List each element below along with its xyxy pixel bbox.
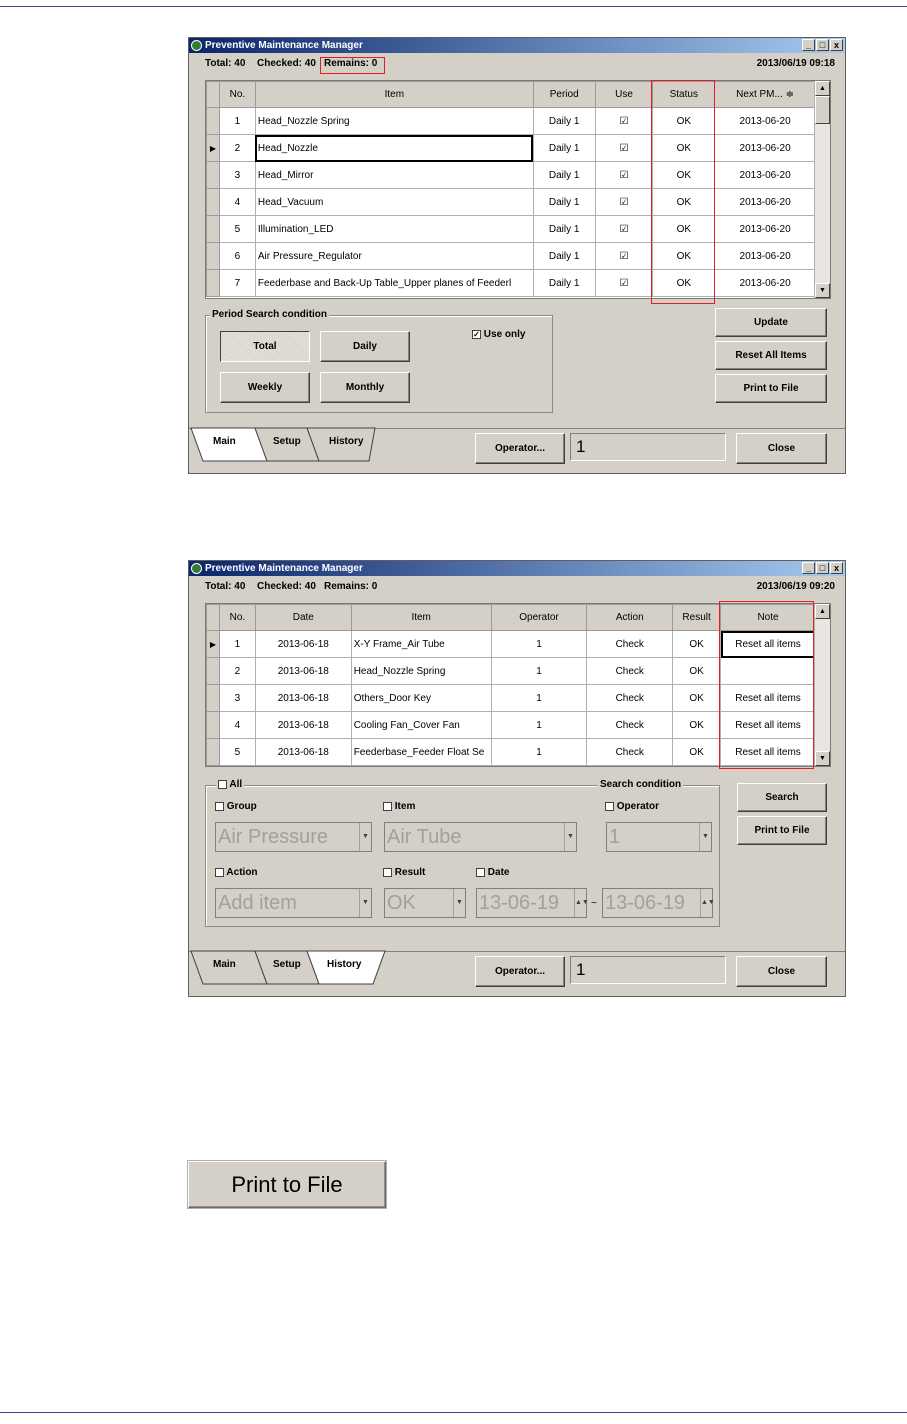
- chevron-down-icon[interactable]: ▼: [699, 823, 711, 851]
- maximize-button[interactable]: □: [816, 562, 829, 574]
- cell-next-pm: 2013-06-20: [715, 108, 816, 135]
- tab-main[interactable]: Main: [213, 959, 236, 970]
- cell-status: OK: [653, 162, 715, 189]
- current-row-arrow-icon[interactable]: ▶: [207, 135, 220, 162]
- cell-no: 1: [219, 631, 255, 658]
- use-checkbox[interactable]: ☑: [595, 216, 653, 243]
- scroll-thumb[interactable]: [815, 96, 830, 124]
- action-label: Action: [226, 867, 258, 878]
- cell-no: 5: [219, 216, 255, 243]
- cell-item[interactable]: Illumination_LED: [255, 216, 533, 243]
- table-row[interactable]: [207, 135, 816, 162]
- col-next-pm[interactable]: Next PM... ≑: [715, 82, 816, 108]
- col-no[interactable]: No.: [219, 82, 255, 108]
- use-checkbox[interactable]: ☑: [595, 108, 653, 135]
- cell-period[interactable]: Daily 1: [533, 216, 595, 243]
- cell-next-pm: 2013-06-20: [715, 243, 816, 270]
- row-selector[interactable]: [207, 243, 220, 270]
- cell-action: Check: [587, 685, 673, 712]
- cell-date: 2013-06-18: [255, 712, 351, 739]
- print-to-file-button[interactable]: Print to File: [715, 374, 827, 403]
- cell-item: Feederbase_Feeder Float Se: [351, 739, 491, 766]
- info-bar: [189, 56, 845, 70]
- row-selector[interactable]: [207, 189, 220, 216]
- status-column-highlight: [651, 80, 715, 304]
- cell-note[interactable]: Reset all items: [721, 631, 816, 658]
- print-to-file-button-enlarged[interactable]: Print to File: [188, 1161, 386, 1208]
- cell-result: OK: [673, 712, 721, 739]
- cell-status: OK: [653, 135, 715, 162]
- period-daily-button[interactable]: Daily: [320, 331, 410, 362]
- tab-setup[interactable]: Setup: [273, 959, 301, 970]
- cell-no: 4: [219, 189, 255, 216]
- search-condition-title: Search condition: [600, 779, 682, 790]
- minimize-button[interactable]: _: [802, 39, 815, 51]
- cell-result: OK: [673, 685, 721, 712]
- operator-field[interactable]: 1: [570, 956, 726, 984]
- cell-action: Check: [587, 631, 673, 658]
- use-checkbox[interactable]: ☑: [595, 243, 653, 270]
- cell-item[interactable]: Head_Mirror: [255, 162, 533, 189]
- operator-button[interactable]: Operator...: [475, 956, 565, 987]
- check-icon: [383, 868, 392, 877]
- cell-item[interactable]: Air Pressure_Regulator: [255, 243, 533, 270]
- title-bar: [189, 561, 845, 576]
- cell-item: Cooling Fan_Cover Fan: [351, 712, 491, 739]
- cell-status: OK: [653, 243, 715, 270]
- cell-period[interactable]: Daily 1: [533, 135, 595, 162]
- result-value: OK: [387, 892, 416, 914]
- cell-status: OK: [653, 270, 715, 297]
- group-value: Air Pressure: [218, 826, 329, 848]
- result-select[interactable]: [384, 888, 466, 918]
- chevron-down-icon[interactable]: ▼: [564, 823, 576, 851]
- check-icon: [476, 868, 485, 877]
- check-icon: [218, 780, 227, 789]
- scroll-down-icon[interactable]: ▼: [815, 283, 830, 298]
- item-value: Air Tube: [387, 826, 462, 848]
- col-item[interactable]: Item: [351, 605, 491, 631]
- cell-no: 5: [219, 739, 255, 766]
- reset-all-items-button[interactable]: Reset All Items: [715, 341, 827, 370]
- use-only-label: Use only: [483, 329, 526, 340]
- cell-date: 2013-06-18: [255, 739, 351, 766]
- cell-status: OK: [653, 216, 715, 243]
- scroll-up-icon[interactable]: ▲: [815, 81, 830, 96]
- tab-main[interactable]: Main: [213, 436, 236, 447]
- cell-item: Others_Door Key: [351, 685, 491, 712]
- action-value: Add item: [218, 892, 297, 914]
- tab-history[interactable]: History: [327, 959, 362, 970]
- window-title: Preventive Maintenance Manager: [205, 40, 363, 51]
- cell-no: 1: [219, 108, 255, 135]
- app-icon: [191, 563, 202, 574]
- group-checkbox[interactable]: [215, 801, 257, 812]
- period-search-title: Period Search condition: [212, 309, 328, 320]
- cell-action: Check: [587, 658, 673, 685]
- row-selector[interactable]: [207, 270, 220, 297]
- maximize-button[interactable]: □: [816, 39, 829, 51]
- grid-scrollbar[interactable]: [814, 604, 830, 766]
- cell-note[interactable]: Reset all items: [721, 739, 816, 766]
- checked-count: Checked: 40: [257, 581, 316, 592]
- datetime: 2013/06/19 09:20: [756, 581, 835, 592]
- check-icon: [215, 802, 224, 811]
- cell-status: OK: [653, 108, 715, 135]
- result-checkbox[interactable]: [383, 867, 425, 878]
- operator-field[interactable]: 1: [570, 433, 726, 461]
- cell-item[interactable]: Head_Nozzle: [255, 135, 533, 162]
- search-condition-group: [205, 779, 720, 927]
- cell-next-pm: 2013-06-20: [715, 135, 816, 162]
- period-monthly-button[interactable]: Monthly: [320, 372, 410, 403]
- cell-result: OK: [673, 658, 721, 685]
- grid-scrollbar[interactable]: [814, 81, 830, 298]
- cell-item: Head_Nozzle Spring: [351, 658, 491, 685]
- cell-period[interactable]: Daily 1: [533, 108, 595, 135]
- page-bottom-rule: [0, 1412, 907, 1413]
- table-row[interactable]: [207, 189, 816, 216]
- items-grid[interactable]: [205, 80, 831, 299]
- date-range-separator: ~: [591, 898, 597, 909]
- item-checkbox[interactable]: [383, 801, 415, 812]
- total-count: Total: 40: [205, 581, 246, 592]
- history-window: [188, 560, 846, 997]
- app-icon: [191, 40, 202, 51]
- operator-checkbox[interactable]: [605, 801, 659, 812]
- total-count: Total: 40: [205, 58, 246, 69]
- window-title: Preventive Maintenance Manager: [205, 563, 363, 574]
- row-selector[interactable]: [207, 712, 220, 739]
- use-only-checkbox[interactable]: [472, 329, 525, 340]
- date-checkbox[interactable]: [476, 867, 509, 878]
- cell-result: OK: [673, 739, 721, 766]
- row-selector[interactable]: [207, 108, 220, 135]
- datetime: 2013/06/19 09:18: [756, 58, 835, 69]
- col-date[interactable]: Date: [255, 605, 351, 631]
- cell-operator: 1: [491, 631, 587, 658]
- cell-item[interactable]: Feederbase and Back-Up Table_Upper planes of Feederl: [255, 270, 533, 297]
- col-no[interactable]: No.: [219, 605, 255, 631]
- cell-date: 2013-06-18: [255, 631, 351, 658]
- tab-setup[interactable]: Setup: [273, 436, 301, 447]
- date-to-value: 13-06-19: [605, 892, 686, 914]
- check-icon: [605, 802, 614, 811]
- cell-note[interactable]: Reset all items: [721, 685, 816, 712]
- cell-no: 4: [219, 712, 255, 739]
- date-from-field[interactable]: [476, 888, 587, 918]
- tab-history[interactable]: History: [329, 436, 364, 447]
- cell-period[interactable]: Daily 1: [533, 270, 595, 297]
- row-selector[interactable]: [207, 658, 220, 685]
- remains-count: Remains: 0: [324, 58, 378, 69]
- operator-label: Operator: [616, 801, 660, 812]
- spin-updown-icon[interactable]: ▲▼: [700, 889, 712, 917]
- remains-count: Remains: 0: [324, 581, 378, 592]
- search-button[interactable]: Search: [737, 783, 827, 812]
- period-total-button[interactable]: Total: [220, 331, 310, 362]
- cell-item[interactable]: Head_Vacuum: [255, 189, 533, 216]
- period-search-group: [205, 309, 553, 413]
- action-checkbox[interactable]: [215, 867, 258, 878]
- note-column-highlight: [719, 601, 814, 769]
- cell-period[interactable]: Daily 1: [533, 162, 595, 189]
- checked-count: Checked: 40: [257, 58, 316, 69]
- cell-note[interactable]: Reset all items: [721, 712, 816, 739]
- check-icon: ✓: [473, 329, 480, 339]
- group-label: Group: [226, 801, 257, 812]
- date-from-value: 13-06-19: [479, 892, 560, 914]
- row-selector[interactable]: [207, 216, 220, 243]
- chevron-down-icon[interactable]: ▼: [359, 889, 371, 917]
- chevron-down-icon[interactable]: ▼: [453, 889, 465, 917]
- col-operator[interactable]: Operator: [491, 605, 587, 631]
- close-window-button[interactable]: x: [830, 39, 843, 51]
- spin-updown-icon[interactable]: ▲▼: [574, 889, 586, 917]
- cell-no: 7: [219, 270, 255, 297]
- col-use[interactable]: Use: [595, 82, 653, 108]
- cell-action: Check: [587, 712, 673, 739]
- row-selector[interactable]: [207, 685, 220, 712]
- operator-button[interactable]: Operator...: [475, 433, 565, 464]
- remains-highlight: [320, 57, 385, 74]
- col-action[interactable]: Action: [587, 605, 673, 631]
- title-bar: [189, 38, 845, 53]
- use-checkbox[interactable]: ☑: [595, 162, 653, 189]
- main-window: [188, 37, 846, 474]
- cell-no: 3: [219, 685, 255, 712]
- cell-no: 3: [219, 162, 255, 189]
- group-select[interactable]: [215, 822, 372, 852]
- row-selector[interactable]: [207, 739, 220, 766]
- cell-date: 2013-06-18: [255, 685, 351, 712]
- cell-operator: 1: [491, 739, 587, 766]
- cell-status: OK: [653, 189, 715, 216]
- scroll-up-icon[interactable]: ▲: [815, 604, 830, 619]
- use-checkbox[interactable]: ☑: [595, 189, 653, 216]
- cell-operator: 1: [491, 658, 587, 685]
- cell-no: 6: [219, 243, 255, 270]
- cell-period[interactable]: Daily 1: [533, 243, 595, 270]
- cell-next-pm: 2013-06-20: [715, 162, 816, 189]
- period-weekly-button[interactable]: Weekly: [220, 372, 310, 403]
- row-selector-header: [207, 605, 220, 631]
- check-icon: [215, 868, 224, 877]
- cell-next-pm: 2013-06-20: [715, 189, 816, 216]
- col-status[interactable]: Status: [653, 82, 715, 108]
- table-row[interactable]: [207, 243, 816, 270]
- table-row[interactable]: [207, 270, 816, 297]
- operator-select[interactable]: [606, 822, 712, 852]
- col-item[interactable]: Item: [255, 82, 533, 108]
- cell-item: X-Y Frame_Air Tube: [351, 631, 491, 658]
- cell-next-pm: 2013-06-20: [715, 270, 816, 297]
- cell-next-pm: 2013-06-20: [715, 216, 816, 243]
- all-label: All: [229, 779, 243, 790]
- cell-date: 2013-06-18: [255, 658, 351, 685]
- result-label: Result: [394, 867, 426, 878]
- cell-result: OK: [673, 631, 721, 658]
- all-checkbox[interactable]: [216, 779, 244, 790]
- item-select[interactable]: [384, 822, 577, 852]
- col-note[interactable]: Note: [721, 605, 816, 631]
- cell-operator: 1: [491, 685, 587, 712]
- cell-action: Check: [587, 739, 673, 766]
- close-button[interactable]: Close: [736, 956, 827, 987]
- minimize-button[interactable]: _: [802, 562, 815, 574]
- check-icon: [383, 802, 392, 811]
- update-button[interactable]: Update: [715, 308, 827, 337]
- date-to-field[interactable]: [602, 888, 713, 918]
- scroll-down-icon[interactable]: ▼: [815, 751, 830, 766]
- close-window-button[interactable]: x: [830, 562, 843, 574]
- grid-header: [207, 82, 816, 108]
- col-period[interactable]: Period: [533, 82, 595, 108]
- col-result[interactable]: Result: [673, 605, 721, 631]
- cell-item[interactable]: Head_Nozzle Spring: [255, 108, 533, 135]
- row-selector-header: [207, 82, 220, 108]
- action-select[interactable]: [215, 888, 372, 918]
- cell-no: 2: [219, 658, 255, 685]
- operator-value: 1: [609, 826, 621, 848]
- cell-operator: 1: [491, 712, 587, 739]
- table-row[interactable]: [207, 162, 816, 189]
- info-bar: [189, 579, 845, 593]
- print-to-file-button[interactable]: Print to File: [737, 816, 827, 845]
- date-label: Date: [487, 867, 510, 878]
- close-button[interactable]: Close: [736, 433, 827, 464]
- item-label: Item: [394, 801, 416, 812]
- use-checkbox[interactable]: ☑: [595, 270, 653, 297]
- table-row[interactable]: [207, 108, 816, 135]
- cell-period[interactable]: Daily 1: [533, 189, 595, 216]
- chevron-down-icon[interactable]: ▼: [359, 823, 371, 851]
- current-row-arrow-icon[interactable]: ▶: [207, 631, 220, 658]
- page-top-rule: [0, 6, 907, 7]
- use-checkbox[interactable]: ☑: [595, 135, 653, 162]
- table-row[interactable]: [207, 216, 816, 243]
- row-selector[interactable]: [207, 162, 220, 189]
- cell-no: 2: [219, 135, 255, 162]
